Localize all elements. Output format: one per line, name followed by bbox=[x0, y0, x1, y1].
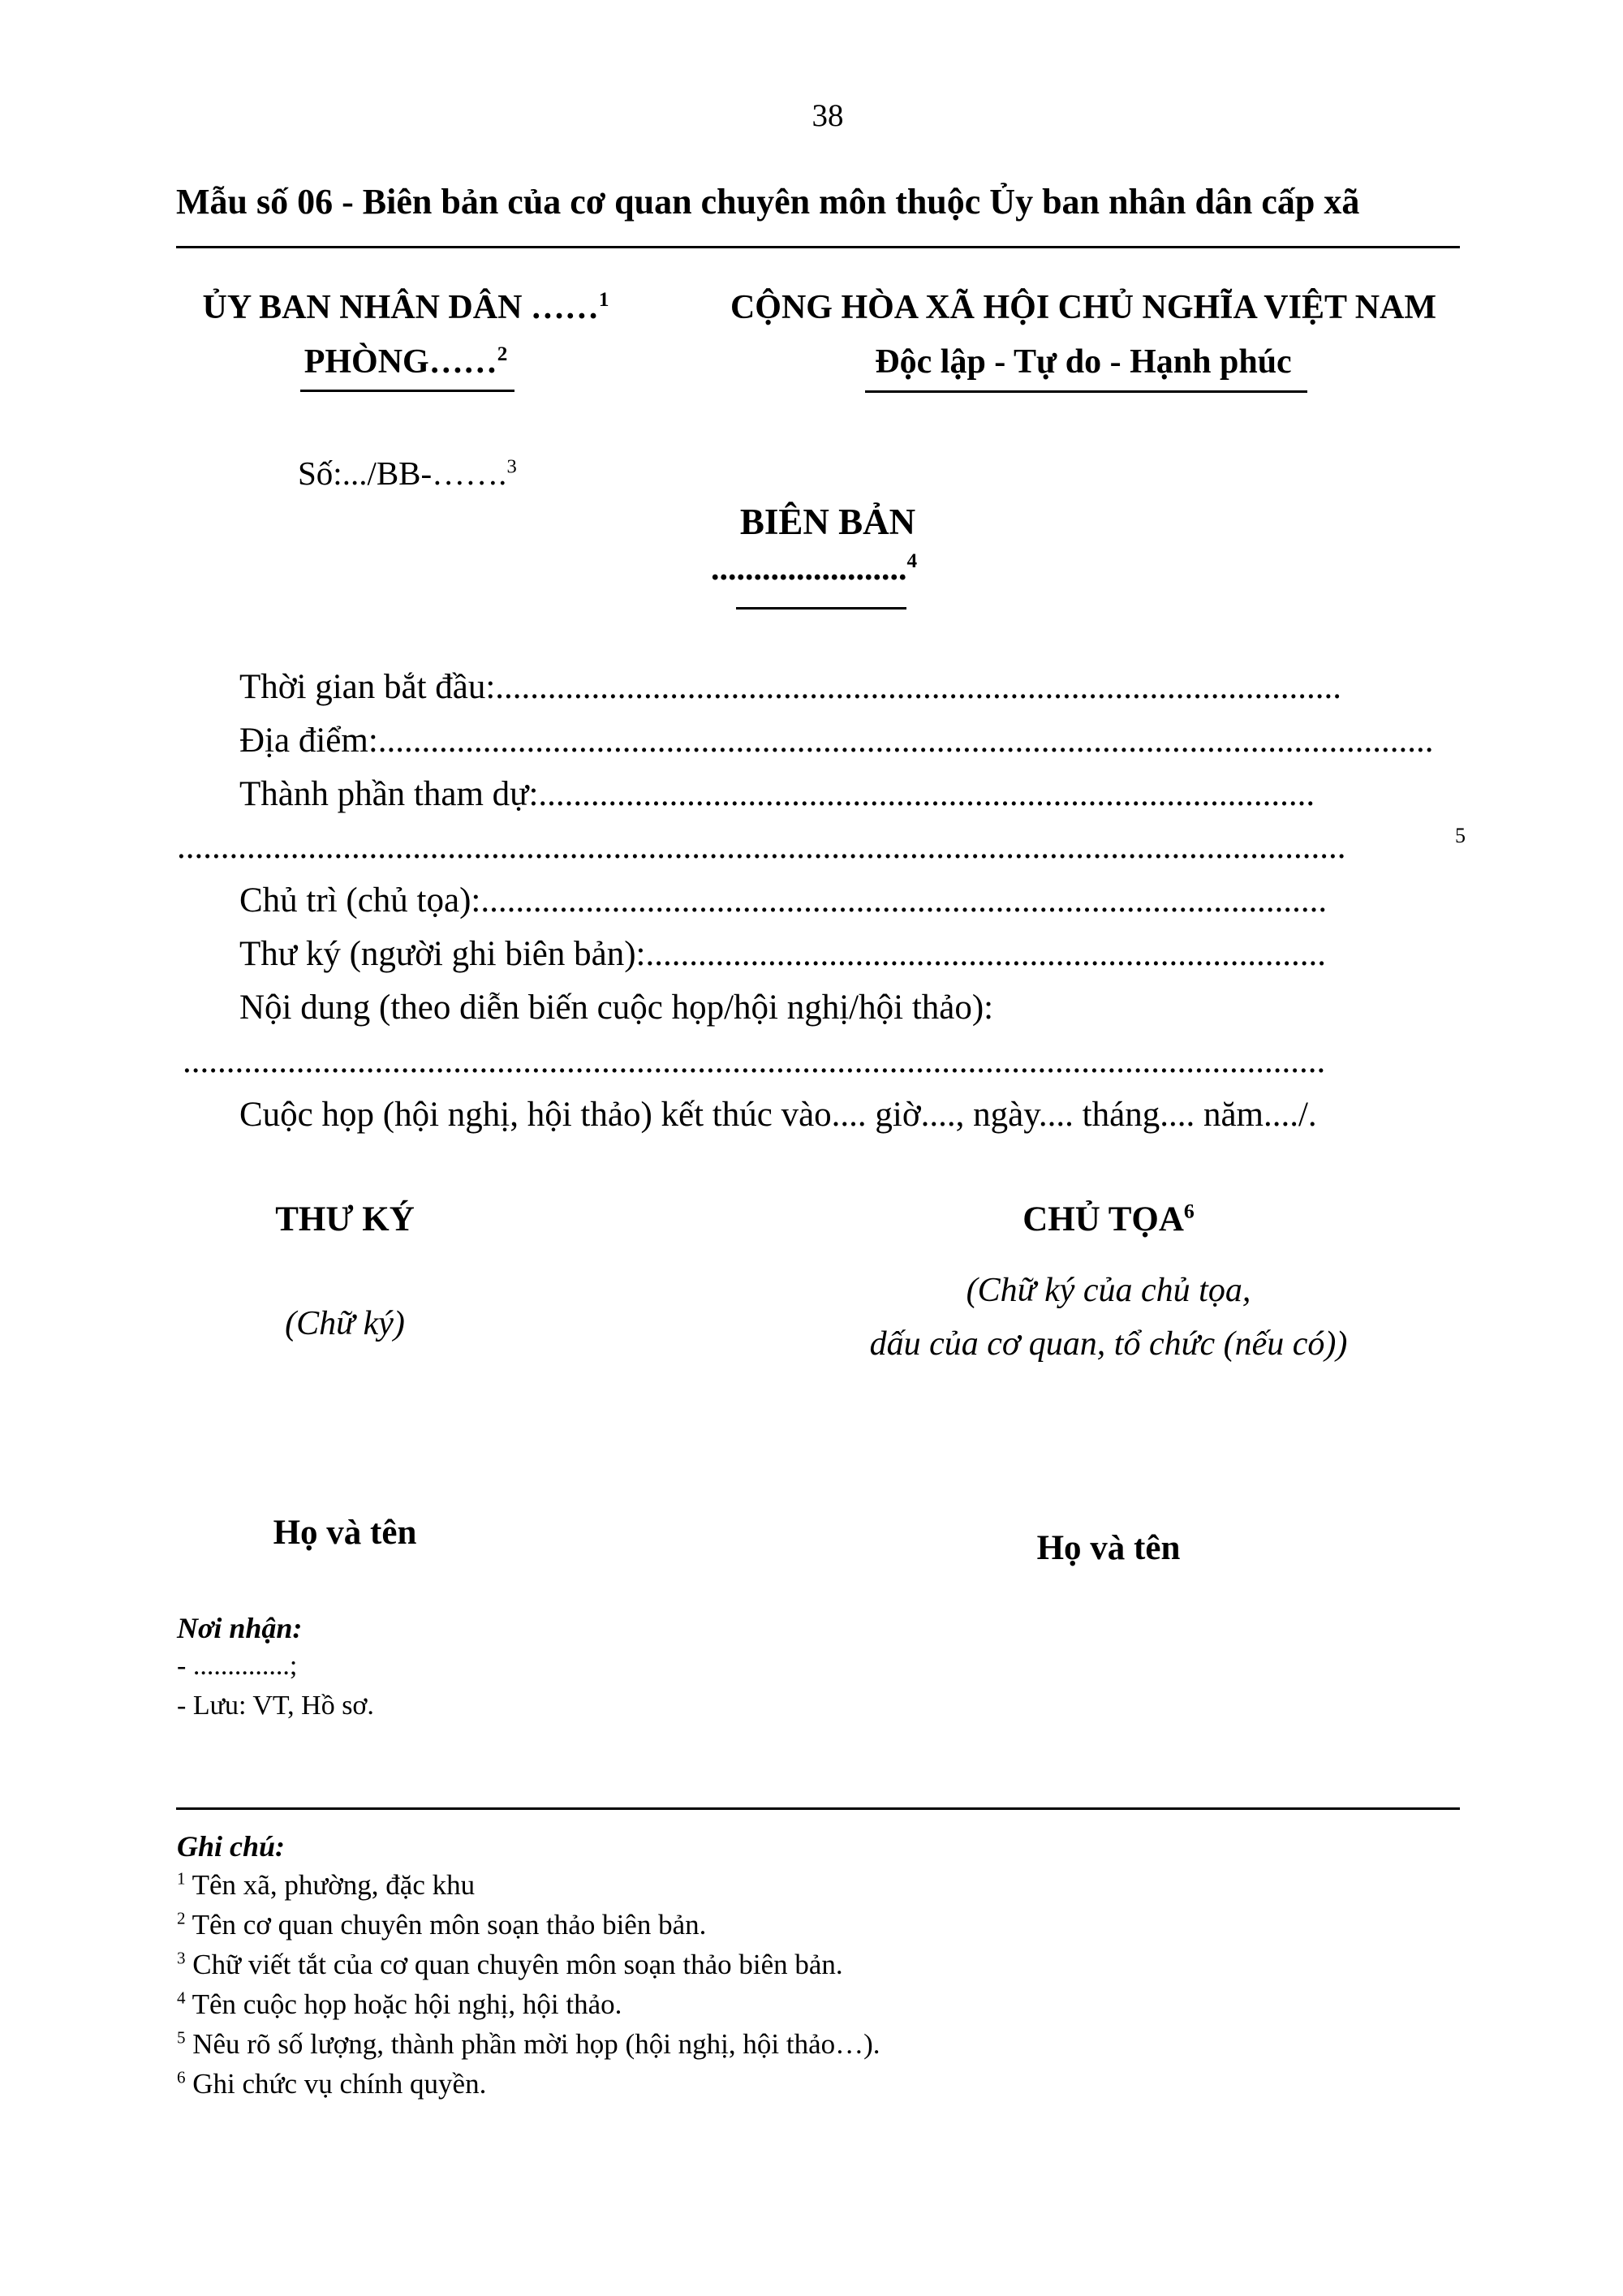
chair-signature-note-line1: (Chữ ký của chủ tọa, bbox=[966, 1272, 1251, 1309]
recipients-title: Nơi nhận: bbox=[177, 1612, 303, 1644]
field-content-continued: ................................................................................................................................... bbox=[183, 1042, 1326, 1080]
field-location: Địa điểm:......................................................................................................................... bbox=[239, 722, 1434, 760]
field-participants: Thành phần tham dự:......................................................................................... bbox=[239, 775, 1315, 813]
form-title: Mẫu số 06 - Biên bản của cơ quan chuyên môn thuộc Ủy ban nhân dân cấp xã bbox=[176, 182, 1360, 222]
page-number: 38 bbox=[812, 98, 844, 133]
secretary-signature-note: (Chữ ký) bbox=[285, 1305, 405, 1342]
document-number: Số:.../BB-…….$^3$ bbox=[298, 454, 517, 492]
note-item: $^3$ Chữ viết tắt của cơ quan chuyên môn soạn thảo biên bản. bbox=[177, 1948, 843, 1980]
document-title: BIÊN BẢN bbox=[739, 502, 916, 542]
field-participants-continued: ...................................................................................................................................... bbox=[177, 828, 1346, 866]
chair-signature-note-line2: dấu của cơ quan, tổ chức (nếu có)) bbox=[869, 1325, 1348, 1363]
issuer-name: ỦY BAN NHÂN DÂN ……$^1$ bbox=[202, 288, 609, 326]
national-title: CỘNG HÒA XÃ HỘI CHỦ NGHĨA VIỆT NAM bbox=[730, 289, 1437, 326]
secretary-name-label: Họ và tên bbox=[273, 1514, 417, 1552]
field-closing: Cuộc họp (hội nghị, hội thảo) kết thúc vào.... giờ...., ngày.... tháng.... năm..../. bbox=[239, 1096, 1317, 1134]
secretary-title: THƯ KÝ bbox=[275, 1200, 415, 1238]
note-item: $^5$ Nêu rõ số lượng, thành phần mời họp (hội nghị, hội thảo…). bbox=[177, 2027, 880, 2060]
field-chair: Chủ trì (chủ tọa):................................................................................................. bbox=[239, 881, 1328, 920]
issuer-department: PHÒNG……$^2$ bbox=[304, 342, 508, 381]
recipient-item: - Lưu: VT, Hồ sơ. bbox=[177, 1691, 374, 1721]
title-rule bbox=[176, 246, 1460, 248]
field-start-time: Thời gian bắt đầu:................................................................................................. bbox=[239, 668, 1342, 706]
notes-rule bbox=[176, 1807, 1460, 1810]
document-subtitle: .......................$^4$ bbox=[711, 549, 918, 588]
field-content: Nội dung (theo diễn biến cuộc họp/hội nghị/hội thảo): bbox=[239, 989, 994, 1027]
notes-title: Ghi chú: bbox=[177, 1830, 286, 1863]
note-item: $^6$ Ghi chức vụ chính quyền. bbox=[177, 2067, 487, 2100]
note-item: $^2$ Tên cơ quan chuyên môn soạn thảo biên bản. bbox=[177, 1908, 707, 1941]
note-item: $^1$ Tên xã, phường, đặc khu bbox=[177, 1868, 476, 1901]
participants-footnote-mark: 5 bbox=[1455, 824, 1466, 847]
chair-title: CHỦ TỌA$^6$ bbox=[1022, 1199, 1195, 1238]
note-item: $^4$ Tên cuộc họp hoặc hội nghị, hội thảo. bbox=[177, 1988, 622, 2020]
title-underline bbox=[736, 607, 906, 610]
chair-name-label: Họ và tên bbox=[1036, 1529, 1181, 1567]
issuer-underline bbox=[300, 390, 514, 392]
national-motto: Độc lập - Tự do - Hạnh phúc bbox=[875, 343, 1292, 381]
recipient-item: - ..............; bbox=[177, 1651, 298, 1681]
motto-underline bbox=[865, 390, 1307, 393]
field-secretary: Thư ký (người ghi biên bản):.............................................................................. bbox=[239, 935, 1326, 973]
